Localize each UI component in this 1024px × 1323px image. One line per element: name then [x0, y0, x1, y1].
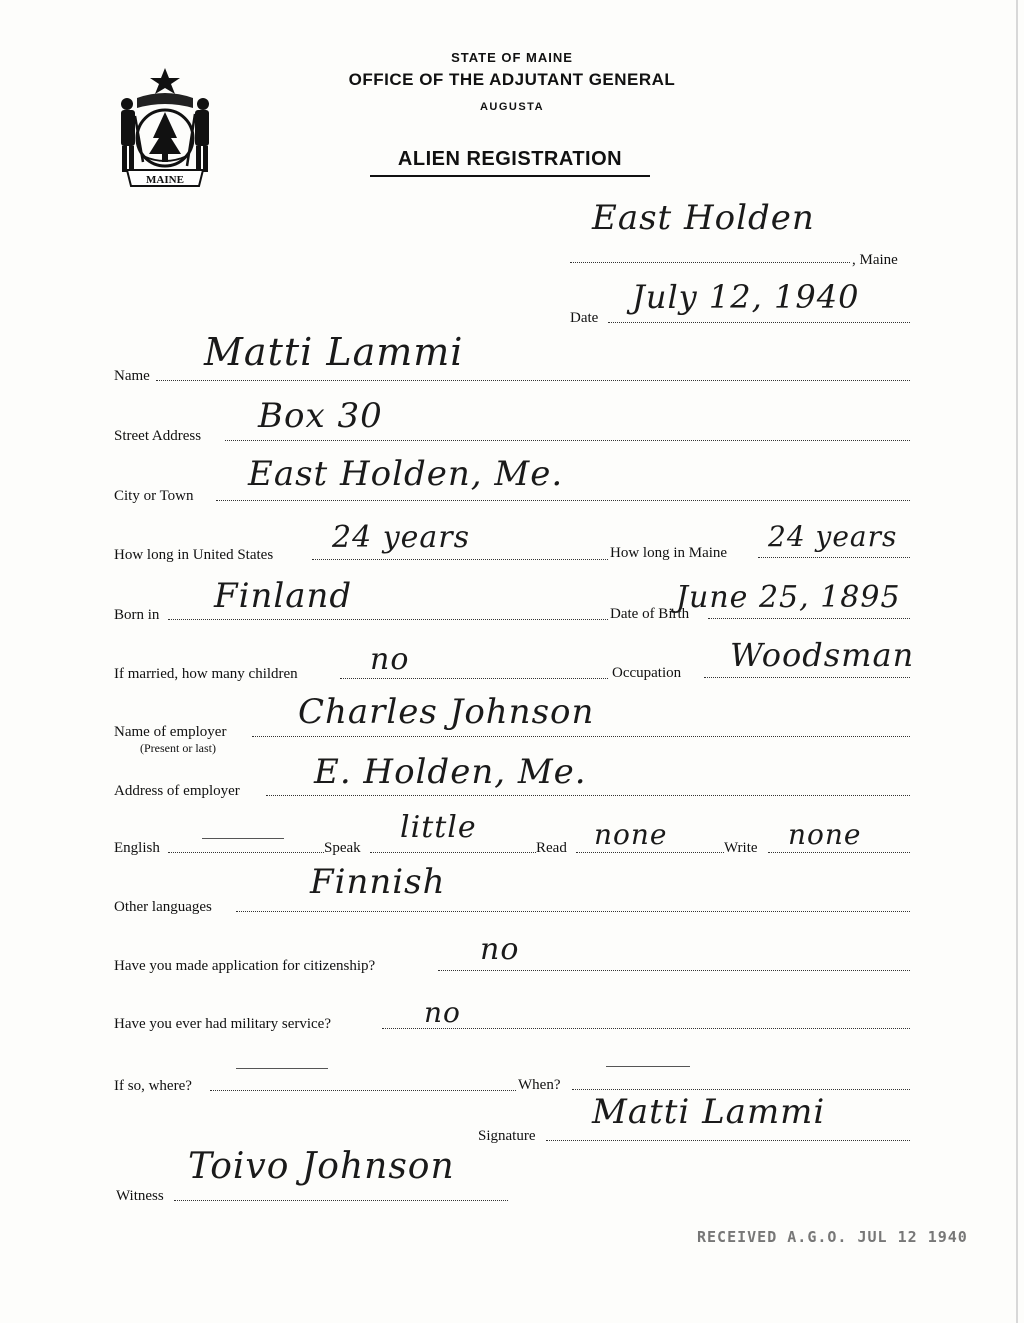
header-office: OFFICE OF THE ADJUTANT GENERAL: [348, 70, 676, 89]
witness-line: [174, 1200, 508, 1201]
name-label: Name: [114, 368, 150, 384]
signature-label: Signature: [478, 1128, 536, 1144]
form-title: ALIEN REGISTRATION: [370, 148, 650, 177]
place-label: , Maine: [852, 252, 898, 268]
date-value: July 12, 1940: [632, 278, 860, 316]
name-value: Matti Lammi: [204, 330, 464, 374]
when-dash: [606, 1066, 690, 1067]
date-line: [608, 322, 910, 323]
street-address-value: Box 30: [258, 396, 383, 436]
when-label: When?: [518, 1077, 561, 1093]
place-value: East Holden: [592, 198, 815, 238]
born-in-line: [168, 619, 608, 620]
city-label: City or Town: [114, 488, 194, 504]
employer-name-sublabel: (Present or last): [140, 741, 216, 755]
where-label: If so, where?: [114, 1078, 192, 1094]
write-value: none: [788, 818, 862, 851]
born-in-label: Born in: [114, 607, 160, 623]
citizenship-line: [438, 970, 910, 971]
citizenship-value: no: [480, 932, 520, 967]
header-city: AUGUSTA: [479, 101, 545, 113]
employer-address-label: Address of employer: [114, 783, 240, 799]
other-languages-value: Finnish: [310, 862, 446, 902]
us-duration-value: 24 years: [332, 520, 471, 555]
where-dash: [236, 1068, 328, 1069]
when-line: [572, 1089, 910, 1090]
employer-address-line: [266, 795, 910, 796]
employer-name-label: Name of employer: [114, 724, 227, 740]
citizenship-label: Have you made application for citizenship?: [114, 958, 376, 974]
english-dash: [202, 838, 284, 839]
write-line: [768, 852, 910, 853]
born-in-value: Finland: [214, 576, 353, 616]
signature-line: [546, 1140, 910, 1141]
military-line: [382, 1028, 910, 1029]
speak-label: Speak: [324, 840, 361, 856]
maine-duration-value: 24 years: [768, 520, 898, 553]
maine-duration-line: [758, 557, 910, 558]
us-duration-line: [312, 559, 608, 560]
occupation-label: Occupation: [612, 665, 682, 681]
speak-line: [370, 852, 536, 853]
read-line: [576, 852, 724, 853]
employer-name-line: [252, 736, 910, 737]
date-label: Date: [570, 310, 599, 326]
read-label: Read: [536, 840, 567, 856]
dob-value: June 25, 1895: [676, 580, 901, 615]
where-line: [210, 1090, 516, 1091]
read-value: none: [594, 818, 668, 851]
us-duration-label: How long in United States: [114, 547, 274, 563]
page-edge: [1016, 0, 1018, 1323]
military-label: Have you ever had military service?: [114, 1016, 331, 1032]
english-label: English: [114, 840, 160, 856]
signature-value: Matti Lammi: [592, 1092, 826, 1132]
received-stamp: RECEIVED A.G.O. JUL 12 1940: [697, 1228, 968, 1246]
street-address-label: Street Address: [114, 428, 202, 444]
svg-text:MAINE: MAINE: [146, 174, 184, 186]
english-line: [168, 852, 324, 853]
dob-label: Date of Birth: [610, 606, 690, 622]
street-address-line: [225, 440, 910, 441]
children-label: If married, how many children: [114, 666, 298, 682]
maine-duration-label: How long in Maine: [610, 545, 728, 561]
city-value: East Holden, Me.: [248, 454, 564, 494]
children-line: [340, 678, 608, 679]
place-line: [570, 262, 850, 263]
employer-address-value: E. Holden, Me.: [314, 752, 587, 792]
employer-name-value: Charles Johnson: [298, 692, 595, 732]
dob-line: [708, 618, 910, 619]
children-value: no: [370, 642, 410, 677]
witness-value: Toivo Johnson: [188, 1146, 455, 1187]
occupation-line: [704, 677, 910, 678]
other-languages-line: [236, 911, 910, 912]
city-line: [216, 500, 910, 501]
military-value: no: [424, 996, 461, 1029]
name-line: [156, 380, 910, 381]
write-label: Write: [724, 840, 758, 856]
occupation-value: Woodsman: [730, 636, 915, 674]
speak-value: little: [400, 810, 477, 845]
other-languages-label: Other languages: [114, 899, 212, 915]
header-state: STATE OF MAINE: [451, 50, 573, 65]
witness-label: Witness: [116, 1188, 164, 1204]
